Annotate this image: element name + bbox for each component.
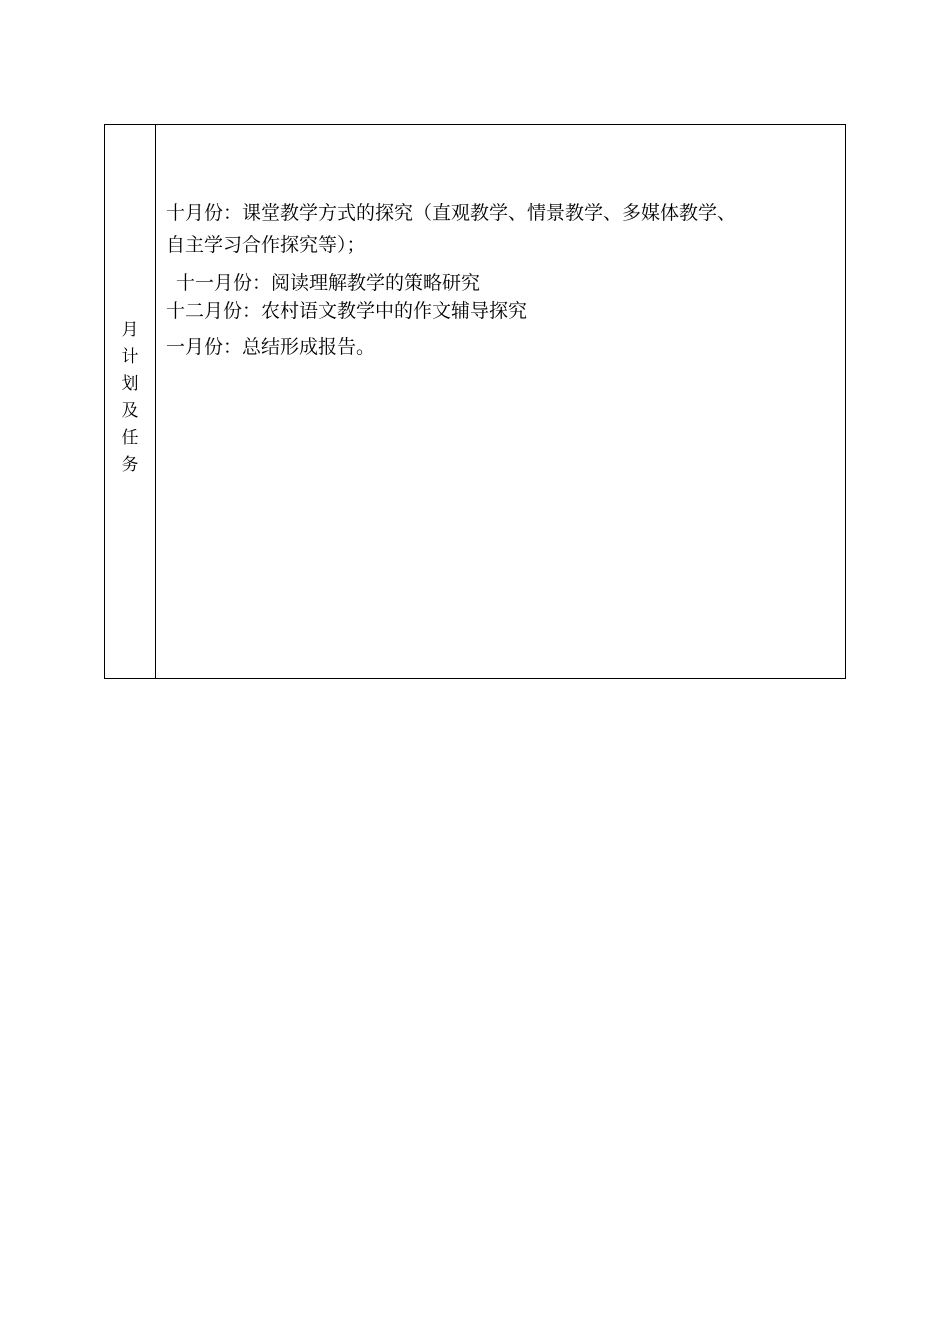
plan-line-january: 一月份：总结形成报告。 (166, 336, 376, 358)
monthly-plan-table (104, 124, 846, 679)
label-char: 计 (121, 347, 139, 367)
label-char: 划 (121, 374, 139, 394)
label-char: 务 (121, 455, 139, 475)
plan-line-october: 十月份：课堂教学方式的探究（直观教学、情景教学、多媒体教学、 (166, 202, 737, 224)
plan-line-october-cont: 自主学习合作探究等）； (166, 234, 366, 256)
plan-content (166, 197, 839, 361)
label-char: 及 (121, 401, 139, 421)
label-char: 任 (121, 428, 139, 448)
label-char: 月 (121, 320, 139, 340)
row-header-label (105, 317, 155, 479)
plan-line-november: 十一月份：阅读理解教学的策略研究 (176, 272, 481, 294)
row-header-cell (105, 125, 156, 678)
plan-content-cell (156, 125, 845, 678)
plan-line-december: 十二月份：农村语文教学中的作文辅导探究 (166, 300, 528, 322)
